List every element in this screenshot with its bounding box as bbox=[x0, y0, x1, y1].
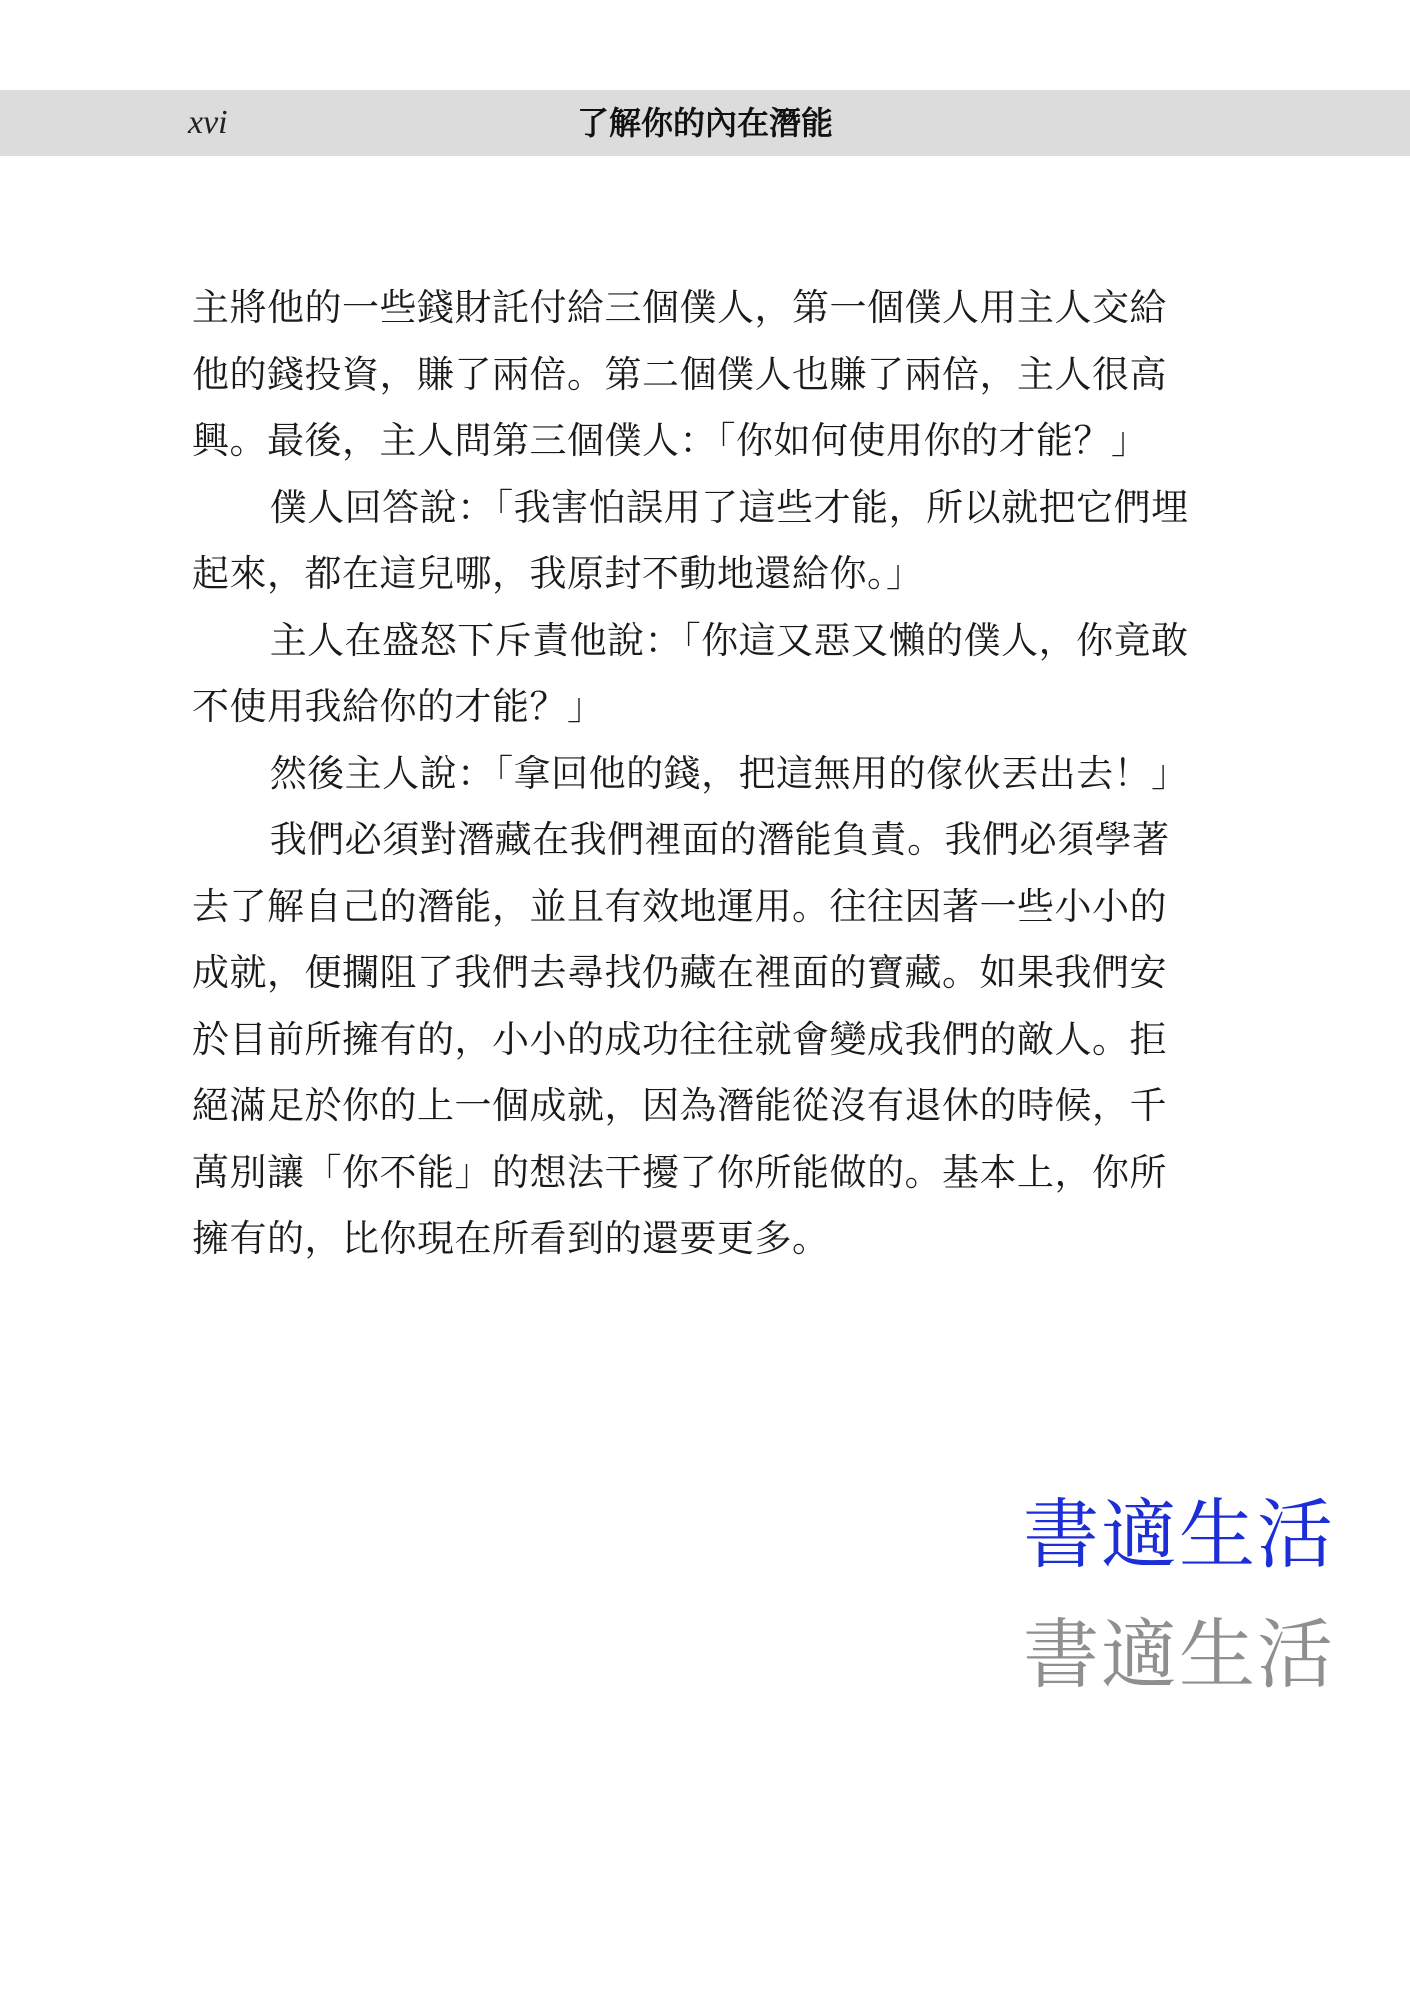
paragraph: 我們必須對潛藏在我們裡面的潛能負責。我們必須學著去了解自己的潛能，並且有效地運用。往往因著一些小小的成就，便攔阻了我們去尋找仍藏在裡面的寶藏。如果我們安於目前所擁有的，小小的成功往往就會變成我們的敵人。拒絕滿足於你的上一個成就，因為潛能從沒有退休的時候，千萬別讓「你不能」的想法干擾了你所能做的。基本上，你所擁有的，比你現在所看到的還要更多。 bbox=[192, 818, 1170, 1260]
running-header bbox=[0, 90, 1410, 156]
paragraph: 然後主人說：「拿回他的錢，把這無用的傢伙丟出去！」 bbox=[269, 751, 1189, 795]
paragraph: 僕人回答說：「我害怕誤用了這些才能，所以就把它們埋起來，都在這兒哪，我原封不動地還給你。」 bbox=[192, 485, 1189, 595]
running-header-title: 了解你的內在潛能 bbox=[576, 104, 833, 142]
page-number: xvi bbox=[188, 104, 228, 141]
paragraph: 主將他的一些錢財託付給三個僕人，第一個僕人用主人交給他的錢投資，賺了兩倍。第二個僕人也賺了兩倍，主人很高興。最後，主人問第三個僕人：「你如何使用你的才能？」 bbox=[192, 286, 1167, 462]
publisher-watermark-gray: 書適生活 bbox=[1023, 1610, 1335, 1699]
body-text bbox=[192, 275, 1192, 1273]
publisher-watermark-blue: 書適生活 bbox=[1023, 1490, 1335, 1579]
paragraph: 主人在盛怒下斥責他說：「你這又惡又懶的僕人，你竟敢不使用我給你的才能？」 bbox=[192, 618, 1189, 728]
